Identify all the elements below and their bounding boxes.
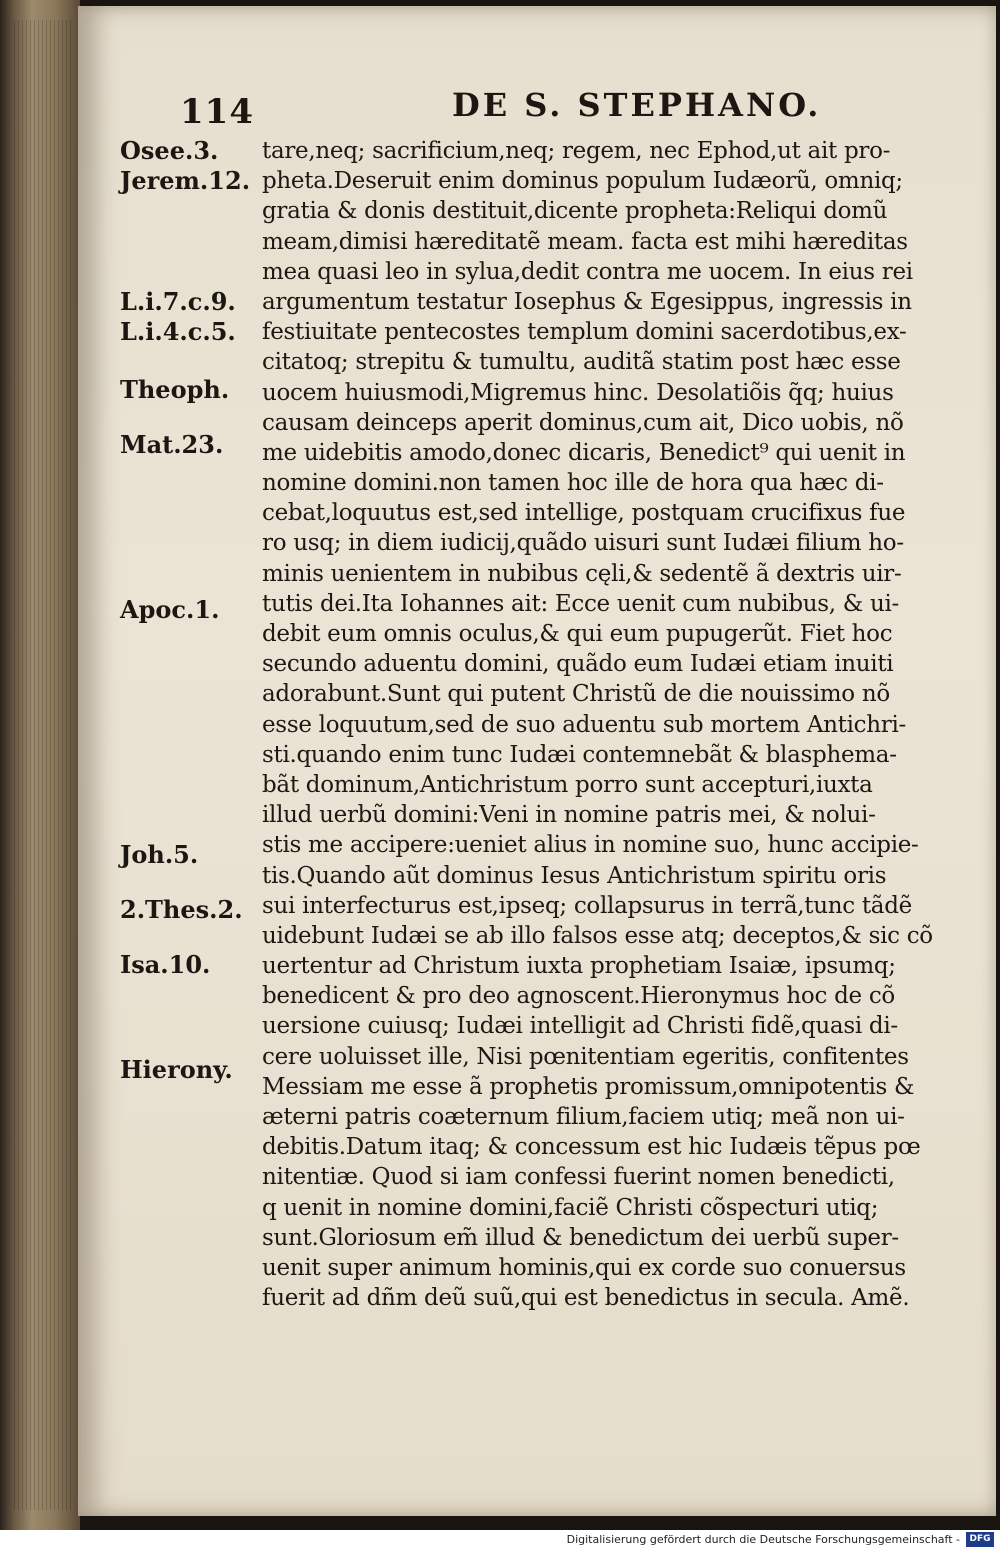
text-line: argumentum testatur Iosephus & Egesippus, ingressis in (262, 288, 912, 315)
text-line: debit eum omnis oculus,& qui eum pupugerũt. Fiet hoc (262, 621, 893, 647)
margin-note: Theoph. (120, 375, 230, 404)
text-line: festiuitate pentecostes templum domini sacerdotibus,ex- (262, 319, 907, 346)
text-line: debitis.Datum itaq; & concessum est hic Iudæis tẽpus pœ (262, 1134, 921, 1161)
book-edge (0, 0, 80, 1530)
text-line: tare,neq; sacrificium,neq; regem, nec Ephod,ut ait pro- (262, 138, 891, 164)
text-line: q uenit in nomine domini,faciẽ Christi cõspecturi utiq; (262, 1194, 879, 1221)
text-line: uertentur ad Christum iuxta prophetiam Isaiæ, ipsumq; (262, 953, 896, 980)
text-line: ro usq; in diem iudicij,quãdo uisuri sunt Iudæi filium ho- (262, 530, 904, 557)
text-line: æterni patris coæternum filium,faciem utiq; meã non ui- (262, 1104, 905, 1130)
text-line: uenit super animum hominis,qui ex corde suo conuersus (262, 1254, 906, 1281)
text-line: uersione cuiusq; Iudæi intelligit ad Christi fidẽ,quasi di- (262, 1013, 898, 1040)
margin-note: 2.Thes.2. (120, 895, 243, 924)
margin-note: Jerem.12. (120, 166, 251, 195)
page-number: 114 (180, 92, 254, 132)
body-text (262, 136, 970, 1313)
text-line: cere uoluisset ille, Nisi pœnitentiam egeritis, confitentes (262, 1043, 909, 1070)
funding-notice: Digitalisierung gefördert durch die Deutsche Forschungsgemeinschaft - (566, 1533, 960, 1546)
running-head: DE S. STEPHANO. (452, 86, 822, 124)
page-edges (14, 20, 74, 1510)
text-line: pheta.Deseruit enim dominus populum Iudæorũ, omniq; (262, 168, 903, 195)
dfg-logo: DFG (966, 1532, 994, 1547)
margin-notes (120, 0, 260, 1500)
text-line: meam,dimisi hæreditatẽ meam. facta est mihi hæreditas (262, 228, 908, 255)
margin-note: Apoc.1. (120, 595, 220, 624)
text-line: illud uerbũ domini:Veni in nomine patris mei, & nolui- (262, 802, 876, 829)
text-line: adorabunt.Sunt qui putent Christũ de die nouissimo nõ (262, 681, 890, 708)
text-line: nitentiæ. Quod si iam confessi fuerint nomen benedicti, (262, 1164, 895, 1191)
text-line: benedicent & pro deo agnoscent.Hieronymus hoc de cõ (262, 983, 895, 1010)
text-line: bãt dominum,Antichristum porro sunt accepturi,iuxta (262, 771, 873, 798)
text-line: uidebunt Iudæi se ab illo falsos esse atq; deceptos,& sic cõ (262, 922, 933, 949)
margin-note: L.i.7.c.9. (120, 287, 236, 316)
text-line: minis uenientem in nubibus cęli,& sedentẽ ã dextris uir- (262, 560, 902, 587)
text-line: cebat,loquutus est,sed intellige, postquam crucifixus fue (262, 500, 906, 527)
text-line: sti.quando enim tunc Iudæi contemnebãt & blasphema- (262, 741, 897, 768)
text-line: nomine domini.non tamen hoc ille de hora qua hæc di- (262, 470, 884, 497)
text-line: tutis dei.Ita Iohannes ait: Ecce uenit cum nubibus, & ui- (262, 590, 900, 617)
text-line: esse loquutum,sed de suo aduentu sub mortem Antichri- (262, 711, 906, 738)
text-line: mea quasi leo in sylua,dedit contra me uocem. In eius rei (262, 258, 913, 285)
text-line: Messiam me esse ã prophetis promissum,omnipotentis & (262, 1073, 915, 1100)
text-line: secundo aduentu domini, quãdo eum Iudæi etiam inuiti (262, 651, 894, 678)
margin-note: Joh.5. (120, 840, 199, 869)
text-line: uocem huiusmodi,Migremus hinc. Desolatiõis q̃q; huius (262, 379, 894, 406)
text-line: sui interfecturus est,ipseq; collapsurus in terrã,tunc tãdẽ (262, 892, 912, 919)
margin-note: Mat.23. (120, 430, 224, 459)
text-line: gratia & donis destituit,dicente propheta:Reliqui domũ (262, 198, 888, 225)
margin-note: Isa.10. (120, 950, 211, 979)
text-line: fuerit ad dñm deũ suũ,qui est benedictus in secula. Amẽ. (262, 1285, 910, 1312)
text-line: stis me accipere:ueniet alius in nomine suo, hunc accipie- (262, 832, 919, 859)
text-line: me uidebitis amodo,donec dicaris, Benedict⁹ qui uenit in (262, 439, 906, 466)
margin-note: L.i.4.c.5. (120, 317, 236, 346)
text-line: citatoq; strepitu & tumultu, auditã statim post hæc esse (262, 349, 901, 376)
text-line: tis.Quando aũt dominus Iesus Antichristum spiritu oris (262, 862, 887, 889)
text-line: sunt.Gloriosum em̃ illud & benedictum dei uerbũ super- (262, 1224, 899, 1251)
text-line: causam deinceps aperit dominus,cum ait, Dico uobis, nõ (262, 409, 904, 436)
margin-note: Osee.3. (120, 136, 219, 165)
footer-bar (0, 1530, 1000, 1550)
margin-note: Hierony. (120, 1055, 233, 1084)
